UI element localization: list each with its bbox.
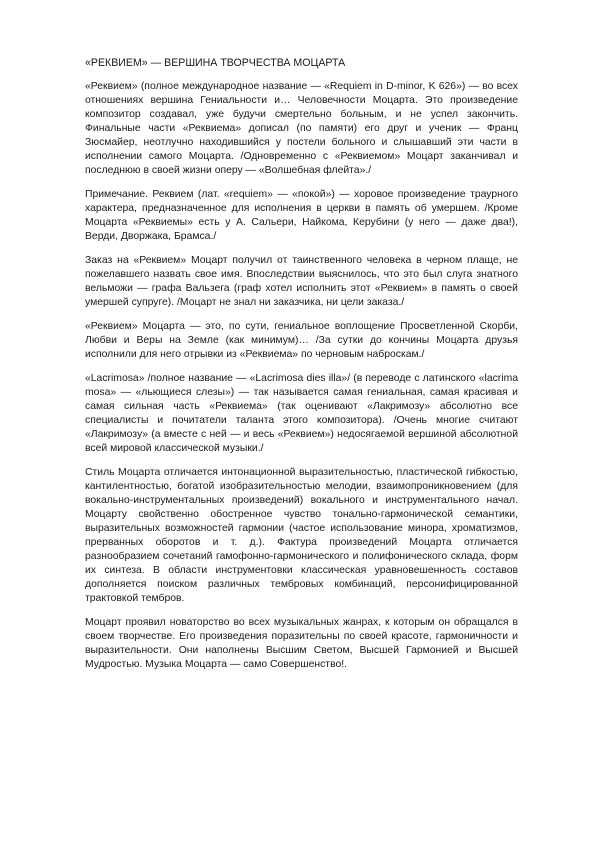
paragraph-requiem-intro: «Реквием» (полное международное название — «Requiem in D-minor, K 626») — во всех отношениях вершина Гениальности и… Человечности Моцарта. Это произведение композитор создавал, уже будучи смертельно больным, и не успел закончить. Финальные части «Реквиема» дописал (по памяти) его друг и ученик — Франц Зюсмайер, неотлучно находившийся у постели больного и слышавший эти части в исполнении самого Моцарта. /Одновременно с «Реквиемом» Моцарт заканчивал и последнюю в своей жизни оперу — «Волшебная флейта»./ <box>85 81 518 176</box>
paragraph-lacrimosa: «Lacrimosa» /полное название — «Lacrimosa dies illa»/ (в переводе с латинского «lacrima mosa» — «льющиеся слезы») — так называется самая гениальная, самая красивая и самая сильная часть «Реквиема» (так оценивают «Лакримозу» абсолютно все специалисты и почитатели таланта этого композитора). /Очень многие считают «Лакримозу» (а вместе с ней — и весь «Реквием») недосягаемой вершиной абсолютной всей мировой классической музыки./ <box>85 373 518 454</box>
paragraph-commission: Заказ на «Реквием» Моцарт получил от таинственного человека в черном плаще, не пожелавшего назвать свое имя. Впоследствии выяснилось, что это был слуга знатного вельможи — графа Вальзега (граф хотел исполнить этот «Реквием» в память о своей умершей супруге). /Моцарт не знал ни заказчика, ни цели заказа./ <box>85 255 518 308</box>
paragraph-note: Примечание. Реквием (лат. «requiem» — «покой») — хоровое произведение траурного характера, предназначенное для исполнения в церкви в память об умершем. /Кроме Моцарта «Реквиемы» есть у А. Сальери, Найкома, Керубини (у него — даже два!), Верди, Дворжака, Брамса./ <box>85 189 518 242</box>
paragraph-innovation: Моцарт проявил новаторство во всех музыкальных жанрах, к которым он обращался в своем творчестве. Его произведения поразительны по своей красоте, гармоничности и выразительности. Они наполнены Высшим Светом, Высшей Гармонией и Высшей Мудростью. Музыка Моцарта — само Совершенство!. <box>85 617 518 670</box>
paragraph-style: Стиль Моцарта отличается интонационной выразительностью, пластической гибкостью, кантилентностью, богатой изобразительностью мелодии, взаимопроникновением (для вокально-инструментальных произведений) вокального и инструментального начал. Моцарту свойственно обостренное чувство тонально-гармонической семантики, выразительных возможностей гармонии (частое использование минора, хроматизмов, прерванных оборотов и т. д.). Фактура произведений Моцарта отличается разнообразием сочетаний гамофонно-гармонического и полифонического склада, форм их синтеза. В области инструментовки классическая уравновешенность составов дополняется поиском различных тембровых комбинаций, персонифицированной трактовкой тембров. <box>85 467 518 604</box>
document-page <box>85 56 518 682</box>
document-title: «РЕКВИЕМ» — ВЕРШИНА ТВОРЧЕСТВА МОЦАРТА <box>85 57 346 69</box>
paragraph-embodiment: «Реквием» Моцарта — это, по сути, гениальное воплощение Просветленной Скорби, Любви и Веры на Земле (как минимум)… /За сутки до кончины Моцарта друзья исполнили для него отрывки из «Реквиема» по черновым наброскам./ <box>85 321 518 360</box>
